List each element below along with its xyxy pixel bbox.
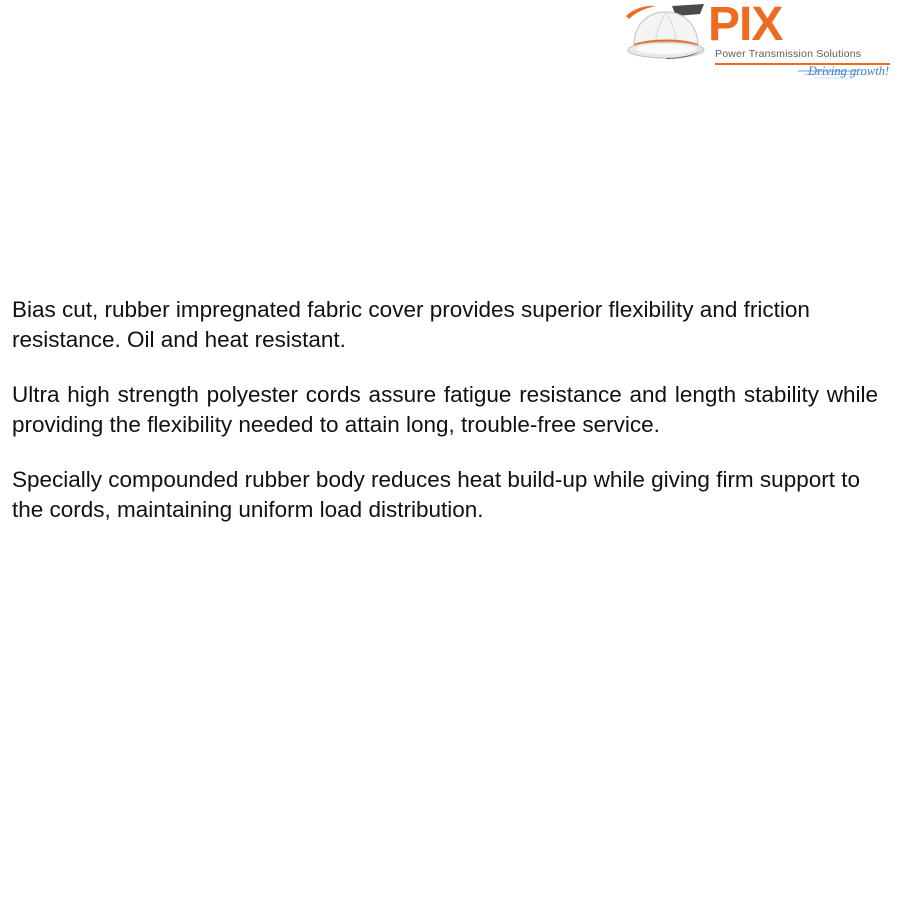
- paragraph-3: Specially compounded rubber body reduces heat build-up while giving firm support to the cords, maintaining uniform load distribution.: [12, 467, 860, 522]
- document-body: [12, 295, 878, 525]
- paragraph-1: Bias cut, rubber impregnated fabric cover provides superior flexibility and friction resistance. Oil and heat resistant.: [12, 297, 810, 352]
- pix-logo: [620, 0, 900, 95]
- logo-wordmark: PIX: [708, 0, 783, 51]
- safety-helmet-icon: [620, 2, 710, 62]
- paragraph-2: Ultra high strength polyester cords assure fatigue resistance and length stability while providing the flexibility needed to attain long, trouble-free service.: [12, 382, 878, 437]
- logo-tagline: Power Transmission Solutions: [715, 48, 862, 60]
- logo-slogan: Driving growth!: [808, 64, 890, 78]
